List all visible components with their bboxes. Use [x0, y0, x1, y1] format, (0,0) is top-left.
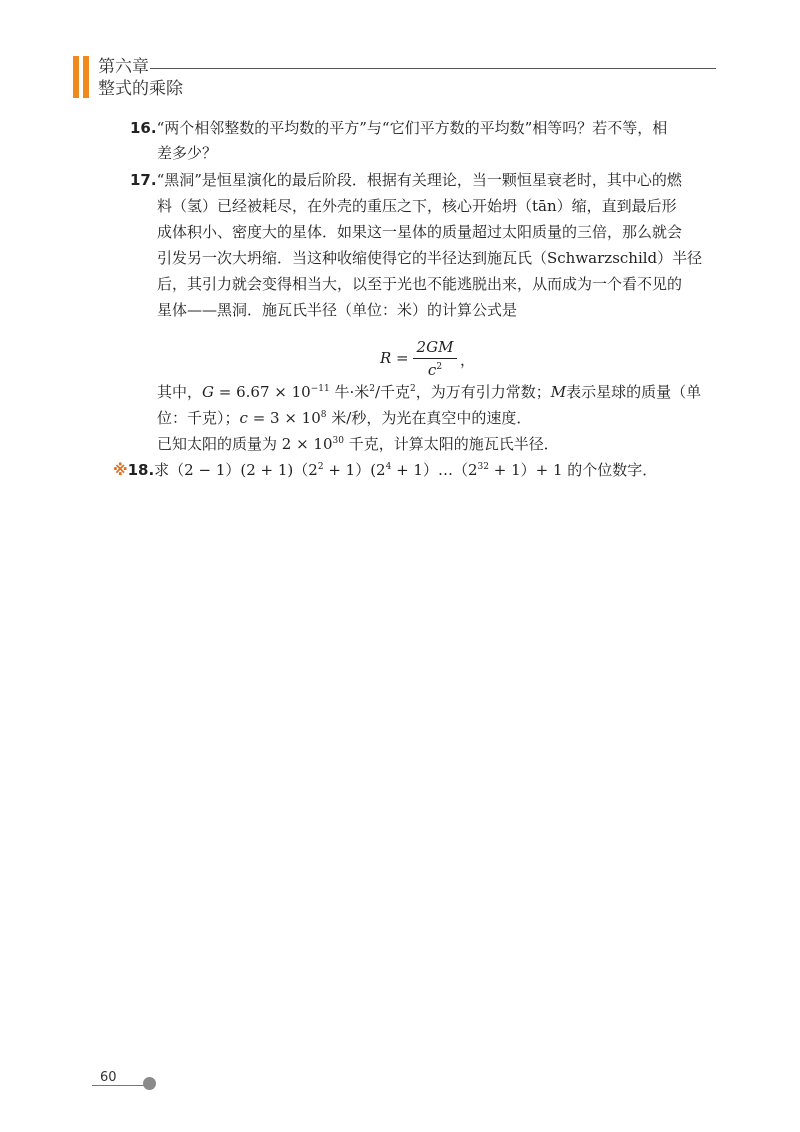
- page-number-rule: [92, 1085, 146, 1086]
- formula-fraction: [413, 337, 457, 380]
- problem-17-line-2: 料（氢）已经被耗尽，在外壳的重压之下，核心开始坍（tān）缩，直到最后形: [157, 197, 677, 215]
- header-accent-bar: [83, 56, 89, 98]
- optional-mark: ※: [113, 461, 128, 479]
- problem-17-line-3: 成体积小、密度大的星体．如果这一星体的质量超过太阳质量的三倍，那么就会: [157, 223, 683, 241]
- page-number: 60: [100, 1070, 117, 1085]
- formula-numerator: 2GM: [416, 338, 454, 356]
- problem-17-question: 已知太阳的质量为 $2 \times 10^{30}$ 千克，计算太阳的施瓦氏半径．: [157, 435, 559, 453]
- formula-denominator: $c^2$: [427, 361, 443, 379]
- problem-16-line-1: 16.“两个相邻整数的平均数的平方”与“它们平方数的平均数”相等吗？若不等，相: [130, 119, 668, 137]
- problem-17-line-4: 引发另一次大坍缩．当这种收缩使得它的半径达到施瓦氏（Schwarzschild）半径: [157, 249, 703, 267]
- page-number-dot: [143, 1077, 156, 1090]
- formula-comma: ，: [460, 351, 476, 369]
- problem-17-line-6: 星体——黑洞．施瓦氏半径（单位：米）的计算公式是: [157, 301, 518, 319]
- chapter-title: 整式的乘除: [98, 79, 183, 99]
- chapter-label: 第六章: [98, 57, 149, 77]
- problem-17-line-1: 17.“黑洞”是恒星演化的最后阶段．根据有关理论，当一颗恒星衰老时，其中心的燃: [130, 171, 682, 189]
- problem-17-line-5: 后，其引力就会变得相当大，以至于光也不能逃脱出来，从而成为一个看不见的: [157, 275, 683, 293]
- formula-lhs: R =: [380, 349, 409, 367]
- problem-17-constant-c: 位：千克）；$c = 3 \times 10^8$ 米/秒，为光在真空中的速度．: [157, 409, 532, 427]
- problem-18: ※18.求$(2 - 1)(2 + 1)(2^2 + 1)(2^4$ + $1)\dots(2^{32} + 1)+ 1$ 的个位数字．: [113, 461, 658, 479]
- header-accent-bar: [73, 56, 79, 98]
- fraction-bar: [413, 358, 457, 359]
- problem-number: 18.: [127, 461, 155, 479]
- problem-number: 17.: [130, 171, 157, 189]
- header-rule: [150, 68, 716, 69]
- problem-16-line-2: 差多少？: [157, 144, 218, 162]
- problem-17-constant-g: 其中，$G = 6.67 \times 10^{-11}$ 牛·米$^2$/千克$^2$，为万有引力常数；M表示星球的质量（单: [157, 383, 702, 401]
- problem-number: 16.: [130, 119, 157, 137]
